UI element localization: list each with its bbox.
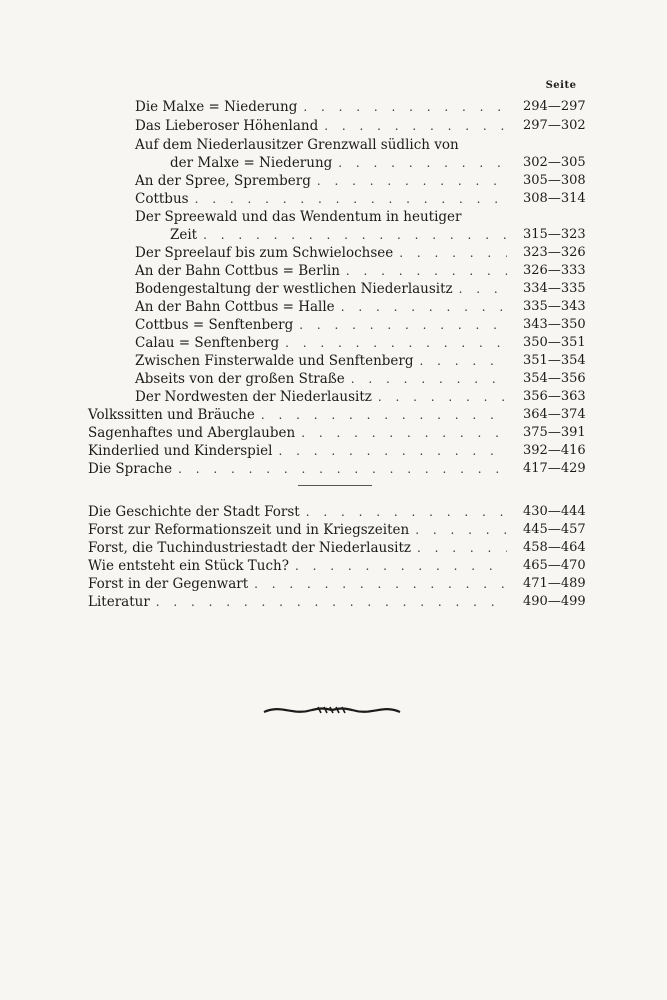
leader-dots [285, 334, 507, 352]
toc-entry-title: Der Spreelauf bis zum Schwielochsee [135, 245, 394, 261]
toc-entry-title: Sagenhaftes und Aberglauben [88, 425, 296, 441]
leader-dots [378, 388, 507, 406]
toc-entry-title: Kinderlied und Kinderspiel [88, 443, 273, 459]
toc-entry [88, 406, 513, 424]
toc-entry [135, 370, 513, 388]
leader-dots [338, 154, 507, 172]
toc-entry [135, 172, 513, 190]
toc-entry-title: Forst in der Gegenwart [88, 576, 249, 592]
leader-dots [306, 503, 507, 521]
toc-entry-pages: 351—354 [523, 353, 586, 368]
leader-dots [415, 521, 507, 539]
section-divider [298, 485, 372, 486]
toc-entry-title: Bodengestaltung der westlichen Niederlausitz [135, 281, 453, 297]
toc-entry-title: Volkssitten und Bräuche [88, 407, 255, 423]
toc-entry-pages: 392—416 [523, 443, 586, 458]
toc-entry-title: Abseits von der großen Straße [135, 371, 345, 387]
toc-entry-pages: 465—470 [523, 558, 586, 573]
toc-entry-pages: 343—350 [523, 317, 586, 332]
leader-dots [195, 190, 507, 208]
toc-entry [88, 593, 513, 611]
toc-entry-title: An der Bahn Cottbus = Berlin [135, 263, 340, 279]
toc-entry-title: Die Geschichte der Stadt Forst [88, 504, 300, 520]
toc-entry-title: Der Spreewald und das Wendentum in heutiger [135, 209, 462, 225]
toc-entry-pages: 305—308 [523, 173, 586, 188]
toc-entry-pages: 471—489 [523, 576, 586, 591]
toc-entry-title: Zwischen Finsterwalde und Senftenberg [135, 353, 414, 369]
toc-entry [135, 244, 513, 262]
toc-entry [88, 442, 513, 460]
leader-dots [399, 244, 507, 262]
toc-entry-pages: 356—363 [523, 389, 586, 404]
leader-dots [459, 280, 507, 298]
toc-entry-pages: 315—323 [523, 227, 586, 242]
toc-entry [135, 117, 513, 135]
leader-dots [341, 298, 507, 316]
toc-entry [88, 424, 513, 442]
flourish-ornament-icon [262, 700, 402, 720]
toc-entry [135, 280, 513, 298]
toc-entry [135, 136, 515, 154]
toc-entry [135, 298, 513, 316]
toc-entry-title: Wie entsteht ein Stück Tuch? [88, 558, 289, 574]
leader-dots [417, 539, 507, 557]
toc-entry-pages: 490—499 [523, 594, 586, 609]
toc-entry [135, 388, 513, 406]
toc-entry [135, 262, 513, 280]
toc-entry-title: Das Lieberoser Höhenland [135, 118, 319, 134]
toc-entry [88, 460, 513, 478]
toc-entry-pages: 445—457 [523, 522, 586, 537]
toc-entry-title: Auf dem Niederlausitzer Grenzwall südlich von [135, 137, 459, 153]
toc-entry-title: Der Nordwesten der Niederlausitz [135, 389, 372, 405]
toc-entry-title: Forst, die Tuchindustriestadt der Niederlausitz [88, 540, 411, 556]
leader-dots [261, 406, 507, 424]
toc-entry-title: Calau = Senftenberg [135, 335, 280, 351]
leader-dots [317, 172, 507, 190]
toc-entry-title: An der Bahn Cottbus = Halle [135, 299, 335, 315]
toc-entry-pages: 375—391 [523, 425, 586, 440]
toc-entry-pages: 364—374 [523, 407, 586, 422]
toc-entry [170, 226, 513, 244]
leader-dots [203, 226, 507, 244]
toc-entry-title: Die Sprache [88, 461, 173, 477]
toc-entry [88, 521, 513, 539]
toc-entry [170, 154, 513, 172]
toc-entry-pages: 297—302 [523, 118, 586, 133]
toc-entry [135, 316, 513, 334]
toc-entry [88, 557, 513, 575]
toc-entry [88, 503, 513, 521]
toc-entry-pages: 294—297 [523, 99, 586, 114]
toc-entry-pages: 458—464 [523, 540, 586, 555]
leader-dots [301, 424, 507, 442]
toc-entry-title: Cottbus [135, 191, 189, 207]
leader-dots [299, 316, 507, 334]
toc-entry-pages: 350—351 [523, 335, 586, 350]
toc-entry-title: Die Malxe = Niederung [135, 99, 298, 115]
toc-entry-pages: 302—305 [523, 155, 586, 170]
leader-dots [303, 98, 507, 116]
leader-dots [295, 557, 507, 575]
toc-entry-pages: 323—326 [523, 245, 586, 260]
toc-entry-pages: 334—335 [523, 281, 586, 296]
toc-entry [135, 208, 515, 226]
leader-dots [278, 442, 507, 460]
toc-entry-title: Zeit [170, 227, 198, 243]
toc-entry [88, 539, 513, 557]
toc-entry [135, 190, 513, 208]
toc-entry-pages: 326—333 [523, 263, 586, 278]
toc-entry-pages: 430—444 [523, 504, 586, 519]
toc-entry [135, 352, 513, 370]
toc-entry [135, 98, 513, 116]
leader-dots [156, 593, 507, 611]
toc-entry-title: Forst zur Reformationszeit und in Kriegszeiten [88, 522, 410, 538]
toc-entry-title: An der Spree, Spremberg [135, 173, 311, 189]
leader-dots [346, 262, 507, 280]
page-column-header: Seite [545, 80, 577, 91]
leader-dots [254, 575, 507, 593]
toc-entry [135, 334, 513, 352]
toc-entry-title: Literatur [88, 594, 150, 610]
toc-entry-pages: 354—356 [523, 371, 586, 386]
toc-entry-pages: 335—343 [523, 299, 586, 314]
toc-entry-pages: 417—429 [523, 461, 586, 476]
toc-entry-title: Cottbus = Senftenberg [135, 317, 294, 333]
leader-dots [420, 352, 507, 370]
toc-entry-pages: 308—314 [523, 191, 586, 206]
leader-dots [324, 117, 507, 135]
toc-entry-title: der Malxe = Niederung [170, 155, 333, 171]
toc-entry [88, 575, 513, 593]
leader-dots [178, 460, 507, 478]
leader-dots [351, 370, 507, 388]
